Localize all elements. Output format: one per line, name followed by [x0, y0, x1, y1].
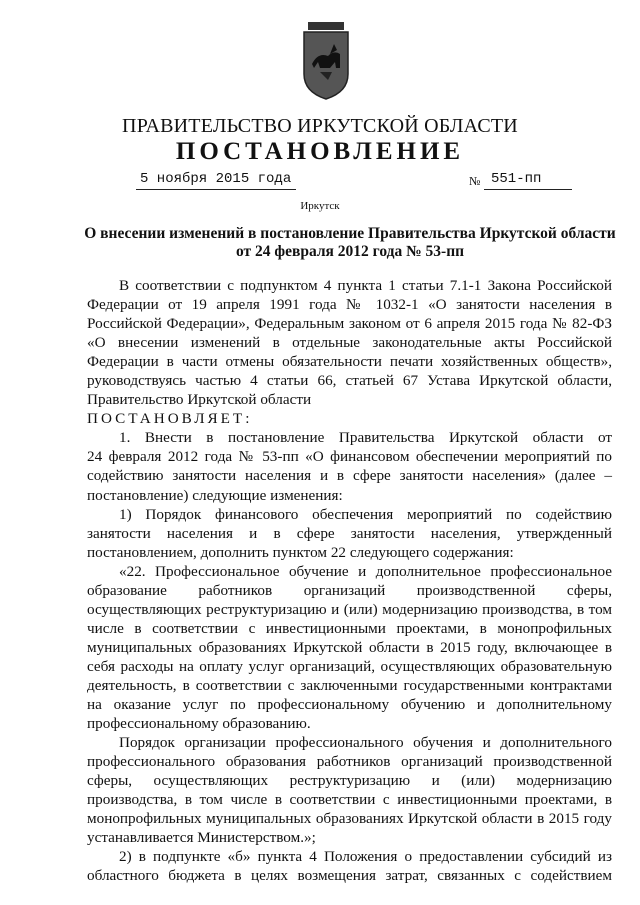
body-line: 1) Порядок финансового обеспечения мероприятий по содействию — [119, 505, 612, 523]
body-line: себя расходы на оплату услуг организаций, осуществляющих образовательную — [87, 657, 612, 675]
body-line: постановление) следующие изменения: — [87, 486, 343, 504]
body-line: устанавливается Министерством.»; — [87, 829, 316, 847]
body-line: профессиональному образованию. — [87, 715, 311, 733]
coat-of-arms-icon — [300, 22, 352, 100]
decree-date: 5 ноября 2015 года — [140, 171, 292, 187]
document-type: ПОСТАНОВЛЕНИЕ — [175, 138, 465, 165]
body-line: Федерации от 19 апреля 1991 года № 1032-1 «О занятости населения в — [87, 296, 612, 314]
city-name: Иркутск — [300, 200, 340, 212]
body-line: занятости населения и в сфере занятости населения, утвержденный — [87, 524, 612, 542]
body-line: «О внесении изменений в отдельные законодательные акты Российской — [87, 334, 612, 352]
body-line: руководствуясь частью 4 статьи 66, статьей 67 Устава Иркутской области, — [87, 372, 612, 390]
body-line: производства, в том числе в соответствии с инвестиционными проектами, в — [87, 791, 612, 809]
resolves-keyword: ПОСТАНОВЛЯЕТ: — [87, 410, 253, 428]
document-heading — [80, 225, 620, 261]
heading-line: от 24 февраля 2012 года № 53-пп — [235, 243, 465, 260]
authority-name: ПРАВИТЕЛЬСТВО ИРКУТСКОЙ ОБЛАСТИ — [122, 115, 518, 137]
number-sign: № — [469, 174, 481, 188]
body-line: 24 февраля 2012 года № 53-пп «О финансовом обеспечении мероприятий по — [87, 448, 612, 466]
date-underline — [136, 189, 296, 190]
heading-line: О внесении изменений в постановление Правительства Иркутской области — [84, 225, 616, 242]
body-line: образование работников организаций производственной сферы, — [87, 581, 612, 599]
body-line: числе в соответствии с инвестиционными проектами, в монопрофильных — [87, 619, 612, 637]
decree-number: 551-пп — [491, 171, 542, 187]
body-line: профессионального образования работников организаций производственной — [87, 753, 612, 771]
body-line: деятельность, в соответствии с заключенными государственными контрактами — [87, 676, 612, 694]
body-line: 2) в подпункте «б» пункта 4 Положения о предоставлении субсидий из — [119, 848, 612, 866]
body-line: 1. Внести в постановление Правительства Иркутской области от — [119, 429, 612, 447]
body-line: постановлением, дополнить пунктом 22 следующего содержания: — [87, 543, 514, 561]
body-line: областного бюджета в целях возмещения затрат, связанных с содействием — [87, 867, 612, 885]
body-line: В соответствии с подпунктом 4 пункта 1 статьи 7.1-1 Закона Российской — [119, 277, 612, 294]
body-line: сферы, осуществляющих реструктуризацию и (или) модернизацию — [87, 772, 612, 790]
body-line: Порядок организации профессионального обучения и дополнительного — [119, 734, 612, 752]
body-line: Правительство Иркутской области — [87, 391, 312, 409]
body-line: Федерации в части отмены обязательности печати хозяйственных обществ», — [87, 353, 612, 371]
document-body — [87, 276, 612, 886]
body-line: Российской Федерации», Федеральным законом от 6 апреля 2015 года № 82-ФЗ — [87, 315, 612, 333]
number-underline — [484, 189, 572, 190]
body-line: «22. Профессиональное обучение и дополнительное профессиональное — [119, 562, 612, 580]
body-line: на оказание услуг по профессиональному обучению и дополнительному — [87, 696, 612, 714]
body-line: муниципальных образованиях Иркутской области в 2015 году, включающее в — [87, 638, 612, 656]
body-line: осуществляющих реструктуризацию и (или) модернизацию производства, в том — [87, 600, 612, 618]
body-line: содействию занятости населения и в сфере занятости населения» (далее – — [87, 467, 612, 485]
body-line: монопрофильных муниципальных образованиях Иркутской области в 2015 году — [87, 810, 612, 828]
